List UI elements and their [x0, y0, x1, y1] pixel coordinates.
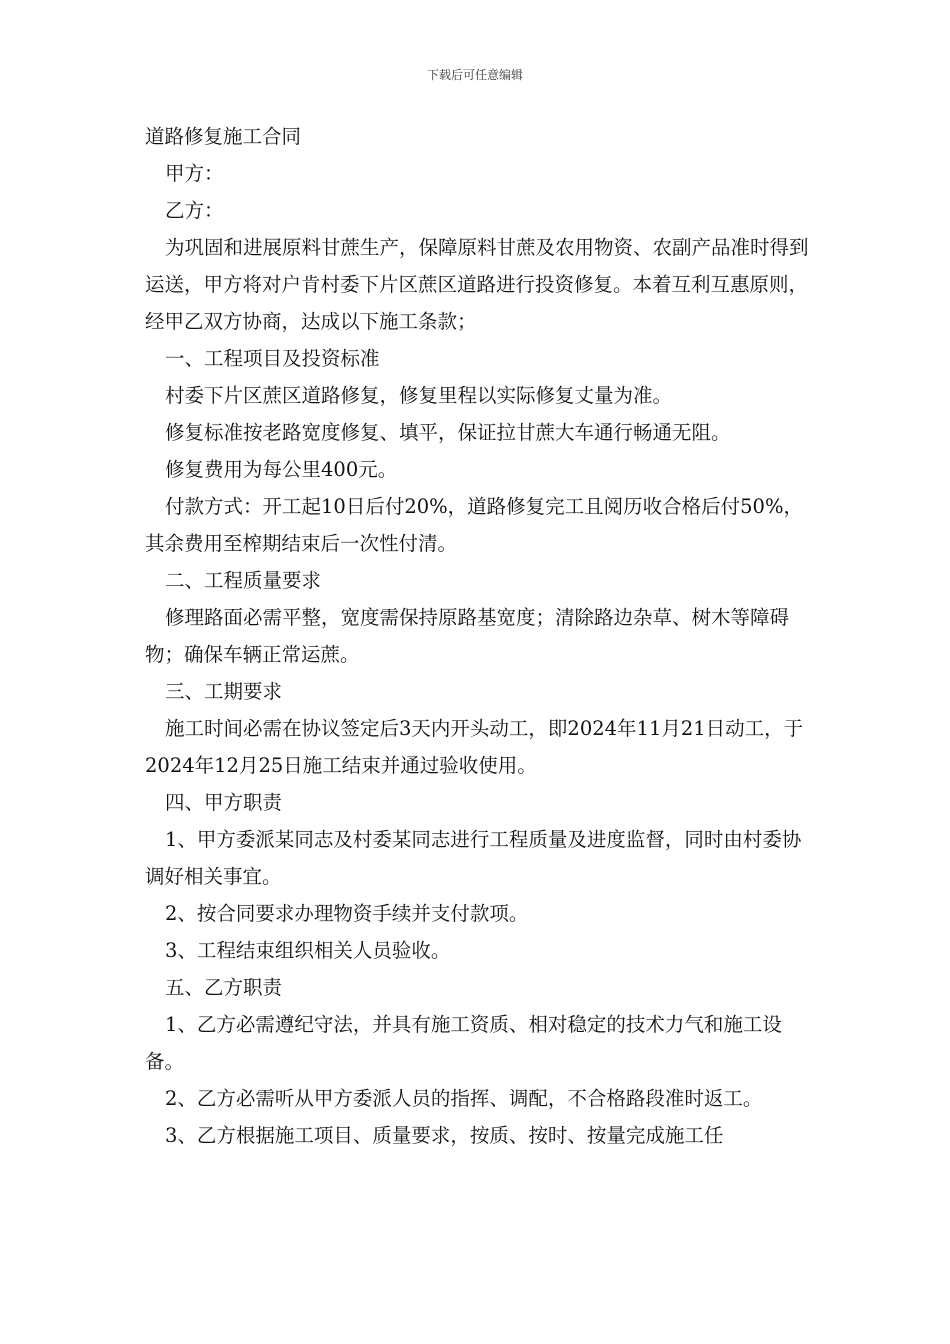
- party-a-label: 甲方：: [165, 162, 224, 185]
- section-1-paragraph: 修复标准按老路宽度修复、填平，保证拉甘蔗大车通行畅通无阻。: [165, 421, 731, 444]
- section-4-paragraph: 2、按合同要求办理物资手续并支付款项。: [165, 902, 529, 925]
- section-2-paragraph: 修理路面必需平整，宽度需保持原路基宽度；清除路边杂草、树木等障碍物；确保车辆正常运蔗。: [145, 606, 790, 666]
- section-5-paragraph: 3、乙方根据施工项目、质量要求，按质、按时、按量完成施工任: [165, 1124, 724, 1147]
- section-5-heading: 五、乙方职责: [165, 976, 283, 999]
- section-1-paragraph: 村委下片区蔗区道路修复，修复里程以实际修复丈量为准。: [165, 384, 673, 407]
- section-4-paragraph: 1、甲方委派某同志及村委某同志进行工程质量及进度监督，同时由村委协调好相关事宜。: [145, 828, 802, 888]
- intro-paragraph: 为巩固和进展原料甘蔗生产，保障原料甘蔗及农用物资、农副产品准时得到运送，甲方将对户肯村委下片区蔗区道路进行投资修复。本着互利互惠原则，经甲乙双方协商，达成以下施工条款；: [145, 236, 809, 333]
- section-1-heading: 一、工程项目及投资标准: [165, 347, 380, 370]
- section-3-paragraph: 施工时间必需在协议签定后3天内开头动工，即2024年11月21日动工，于2024年12月25日施工结束并通过验收使用。: [145, 717, 804, 777]
- section-4-heading: 四、甲方职责: [165, 791, 283, 814]
- section-1-paragraph: 修复费用为每公里400元。: [165, 458, 398, 481]
- document-title: 道路修复施工合同: [145, 125, 302, 148]
- section-5-paragraph: 1、乙方必需遵纪守法，并具有施工资质、相对稳定的技术力气和施工设备。: [145, 1013, 782, 1073]
- section-1-paragraph: 付款方式：开工起10日后付20%，道路修复完工且阅历收合格后付50%，其余费用至榨期结束后一次性付清。: [145, 495, 803, 555]
- page-header-note: 下载后可任意编辑: [426, 68, 523, 82]
- section-4-paragraph: 3、工程结束组织相关人员验收。: [165, 939, 451, 962]
- section-5-paragraph: 2、乙方必需听从甲方委派人员的指挥、调配，不合格路段准时返工。: [165, 1087, 763, 1110]
- party-b-label: 乙方：: [165, 199, 224, 222]
- document-body: [145, 118, 810, 1154]
- section-2-heading: 二、工程质量要求: [165, 569, 322, 592]
- section-3-heading: 三、工期要求: [165, 680, 283, 703]
